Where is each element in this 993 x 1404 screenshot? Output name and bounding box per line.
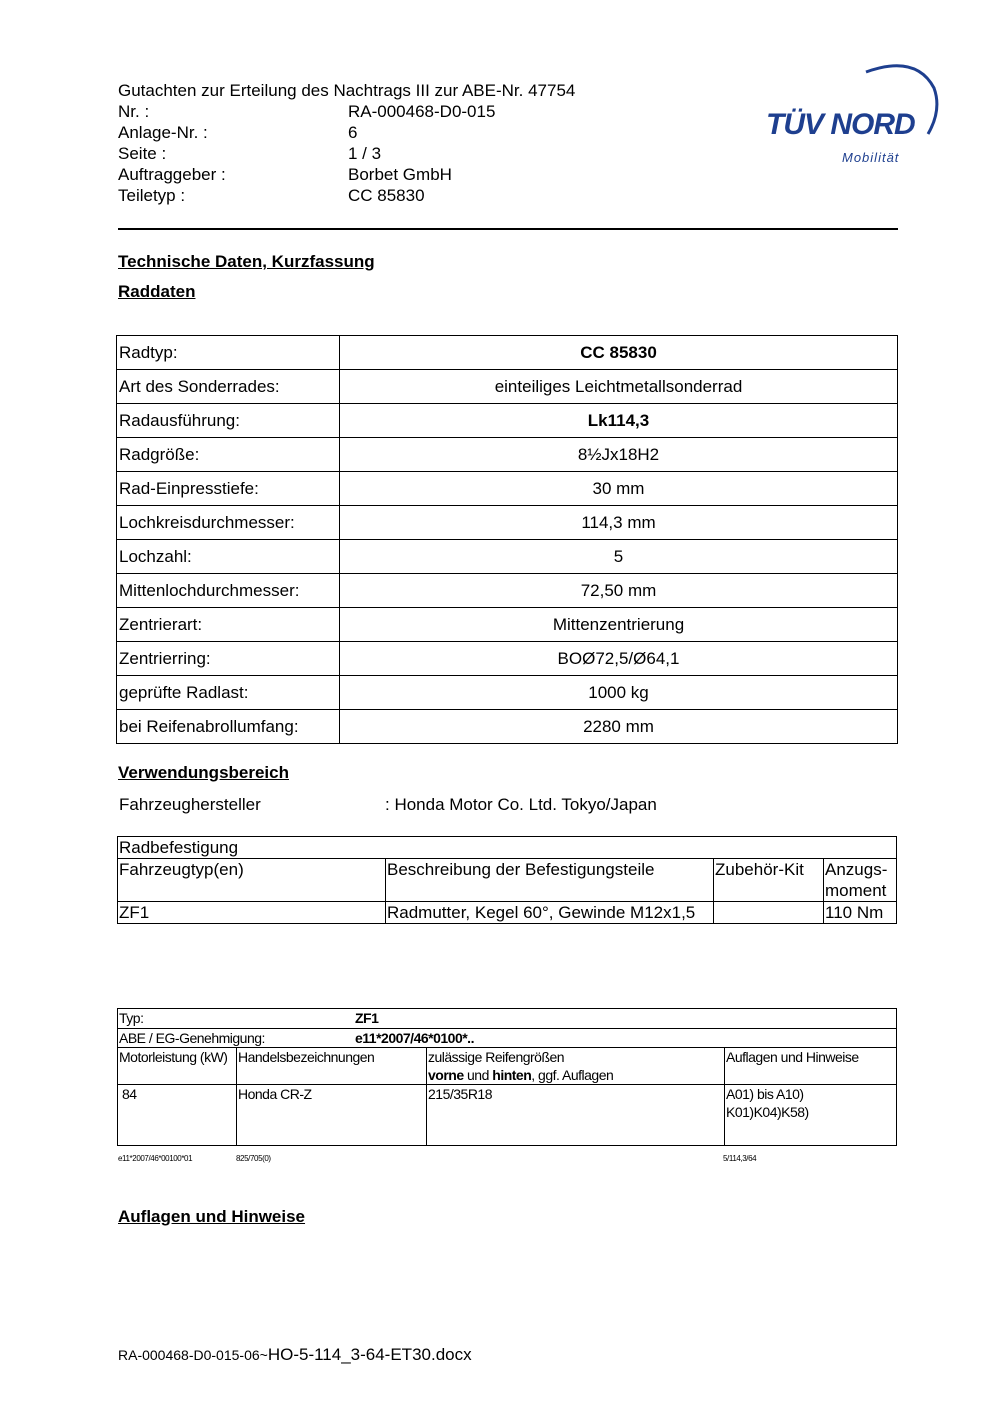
row-value: 114,3 mm	[340, 506, 898, 540]
column-header: Beschreibung der Befestigungsteile	[386, 859, 714, 902]
abe-value: e11*2007/46*0100*..	[355, 1030, 474, 1046]
header-label: Anlage-Nr. :	[118, 123, 208, 142]
reifen-header-und: und	[463, 1067, 493, 1083]
row-label: Zentrierring:	[117, 642, 340, 676]
typ-row	[118, 1009, 897, 1029]
table-row	[117, 574, 898, 608]
table-row	[117, 336, 898, 370]
auflagen-line: K01)K04)K58)	[726, 1104, 809, 1120]
section-heading-auflagen: Auflagen und Hinweise	[118, 1207, 306, 1226]
typ-label: Typ:	[119, 1010, 144, 1026]
table-row	[117, 676, 898, 710]
table-row	[117, 438, 898, 472]
table-row	[118, 837, 897, 859]
table-cell	[725, 1085, 897, 1146]
row-label: Lochzahl:	[117, 540, 340, 574]
reifen-header-line1: zulässige Reifengrößen	[428, 1049, 565, 1065]
header-value: 1 / 3	[348, 144, 382, 163]
abe-label: ABE / EG-Genehmigung:	[119, 1030, 265, 1046]
table-cell: Radmutter, Kegel 60°, Gewinde M12x1,5	[386, 902, 714, 924]
header-field-nr	[118, 101, 575, 122]
raddaten-table	[116, 335, 898, 744]
header-field-seite	[118, 143, 575, 164]
fahrzeughersteller-label: Fahrzeughersteller	[119, 795, 261, 814]
typ-footnote-abe: e11*2007/46*00100*01	[118, 1154, 193, 1163]
table-row	[117, 642, 898, 676]
row-value: 5	[340, 540, 898, 574]
table-row	[117, 404, 898, 438]
table-header-row	[118, 859, 897, 902]
table-cell: 215/35R18	[427, 1085, 725, 1146]
column-header	[427, 1048, 725, 1085]
header-label: Nr. :	[118, 102, 150, 121]
typ-value: ZF1	[355, 1010, 379, 1026]
section-heading-raddaten: Raddaten	[118, 282, 196, 301]
table-cell	[714, 902, 824, 924]
table-row	[117, 506, 898, 540]
fahrzeughersteller-line	[118, 795, 657, 815]
row-value: einteiliges Leichtmetallsonderrad	[340, 370, 898, 404]
header-field-auftraggeber	[118, 164, 575, 185]
logo-subtitle: Mobilität	[842, 150, 900, 165]
column-header: Motorleistung (kW)	[118, 1048, 237, 1085]
row-value: CC 85830	[340, 336, 898, 370]
row-value: BOØ72,5/Ø64,1	[340, 642, 898, 676]
row-label: Radausführung:	[117, 404, 340, 438]
row-label: geprüfte Radlast:	[117, 676, 340, 710]
tuv-nord-logo	[766, 58, 941, 168]
row-value: 30 mm	[340, 472, 898, 506]
reifen-header-vorne: vorne	[428, 1067, 464, 1083]
footer-doc-number: RA-000468-D0-015-06~	[118, 1347, 268, 1363]
row-label: Lochkreisdurchmesser:	[117, 506, 340, 540]
row-value: 72,50 mm	[340, 574, 898, 608]
column-header: Anzugs-moment	[824, 859, 897, 902]
header-label: Seite :	[118, 144, 167, 163]
row-label: Radtyp:	[117, 336, 340, 370]
table-header-row	[118, 1048, 897, 1085]
typ-table	[117, 1008, 897, 1146]
abe-row	[118, 1029, 897, 1048]
typ-footnote-lk: 5/114,3/64	[723, 1154, 757, 1163]
row-label: Art des Sonderrades:	[117, 370, 340, 404]
table-row	[117, 370, 898, 404]
section-heading-tech: Technische Daten, Kurzfassung	[118, 252, 375, 271]
document-title: Gutachten zur Erteilung des Nachtrags III zur ABE-Nr. 47754	[118, 81, 576, 100]
document-header	[118, 80, 575, 206]
row-value: Mittenzentrierung	[340, 608, 898, 642]
header-label: Teiletyp :	[118, 186, 186, 205]
column-header: Auflagen und Hinweise	[725, 1048, 897, 1085]
table-row	[118, 1009, 897, 1029]
column-header: Fahrzeugtyp(en)	[118, 859, 386, 902]
typ-footnote-code: 825/705(0)	[236, 1154, 271, 1163]
table-row	[117, 540, 898, 574]
header-label: Auftraggeber :	[118, 165, 226, 184]
header-value: RA-000468-D0-015	[348, 102, 496, 121]
row-label: bei Reifenabrollumfang:	[117, 710, 340, 744]
footer-filename: HO-5-114_3-64-ET30.docx	[267, 1345, 472, 1364]
header-value: 6	[348, 123, 358, 142]
logo-wordmark: TÜV NORD	[766, 108, 915, 141]
table-cell: ZF1	[118, 902, 386, 924]
column-header: Zubehör-Kit	[714, 859, 824, 902]
auflagen-line: A01) bis A10)	[726, 1086, 804, 1102]
row-value: 1000 kg	[340, 676, 898, 710]
row-label: Rad-Einpresstiefe:	[117, 472, 340, 506]
row-label: Radgröße:	[117, 438, 340, 472]
reifen-header-hinten: hinten	[492, 1067, 532, 1083]
table-cell: 110 Nm	[824, 902, 897, 924]
table-row	[118, 1029, 897, 1048]
table-cell: Honda CR-Z	[237, 1085, 427, 1146]
header-value: Borbet GmbH	[348, 165, 452, 184]
row-value: Lk114,3	[340, 404, 898, 438]
row-label: Mittenlochdurchmesser:	[117, 574, 340, 608]
section-heading-verwendung: Verwendungsbereich	[118, 763, 289, 782]
table-row	[117, 472, 898, 506]
column-header: Handelsbezeichnungen	[237, 1048, 427, 1085]
header-divider	[118, 228, 898, 230]
radbefestigung-title: Radbefestigung	[118, 837, 897, 859]
page-footer	[118, 1345, 472, 1365]
table-row	[118, 1085, 897, 1146]
reifen-header-rest: , ggf. Auflagen	[531, 1067, 614, 1083]
row-label: Zentrierart:	[117, 608, 340, 642]
header-value: CC 85830	[348, 186, 425, 205]
fahrzeughersteller-value: : Honda Motor Co. Ltd. Tokyo/Japan	[385, 795, 657, 814]
table-row	[118, 902, 897, 924]
row-value: 8½Jx18H2	[340, 438, 898, 472]
header-field-teiletyp	[118, 185, 575, 206]
table-cell: 84	[118, 1085, 237, 1146]
table-row	[117, 608, 898, 642]
radbefestigung-table	[117, 836, 897, 924]
row-value: 2280 mm	[340, 710, 898, 744]
header-field-anlage	[118, 122, 575, 143]
table-row	[117, 710, 898, 744]
